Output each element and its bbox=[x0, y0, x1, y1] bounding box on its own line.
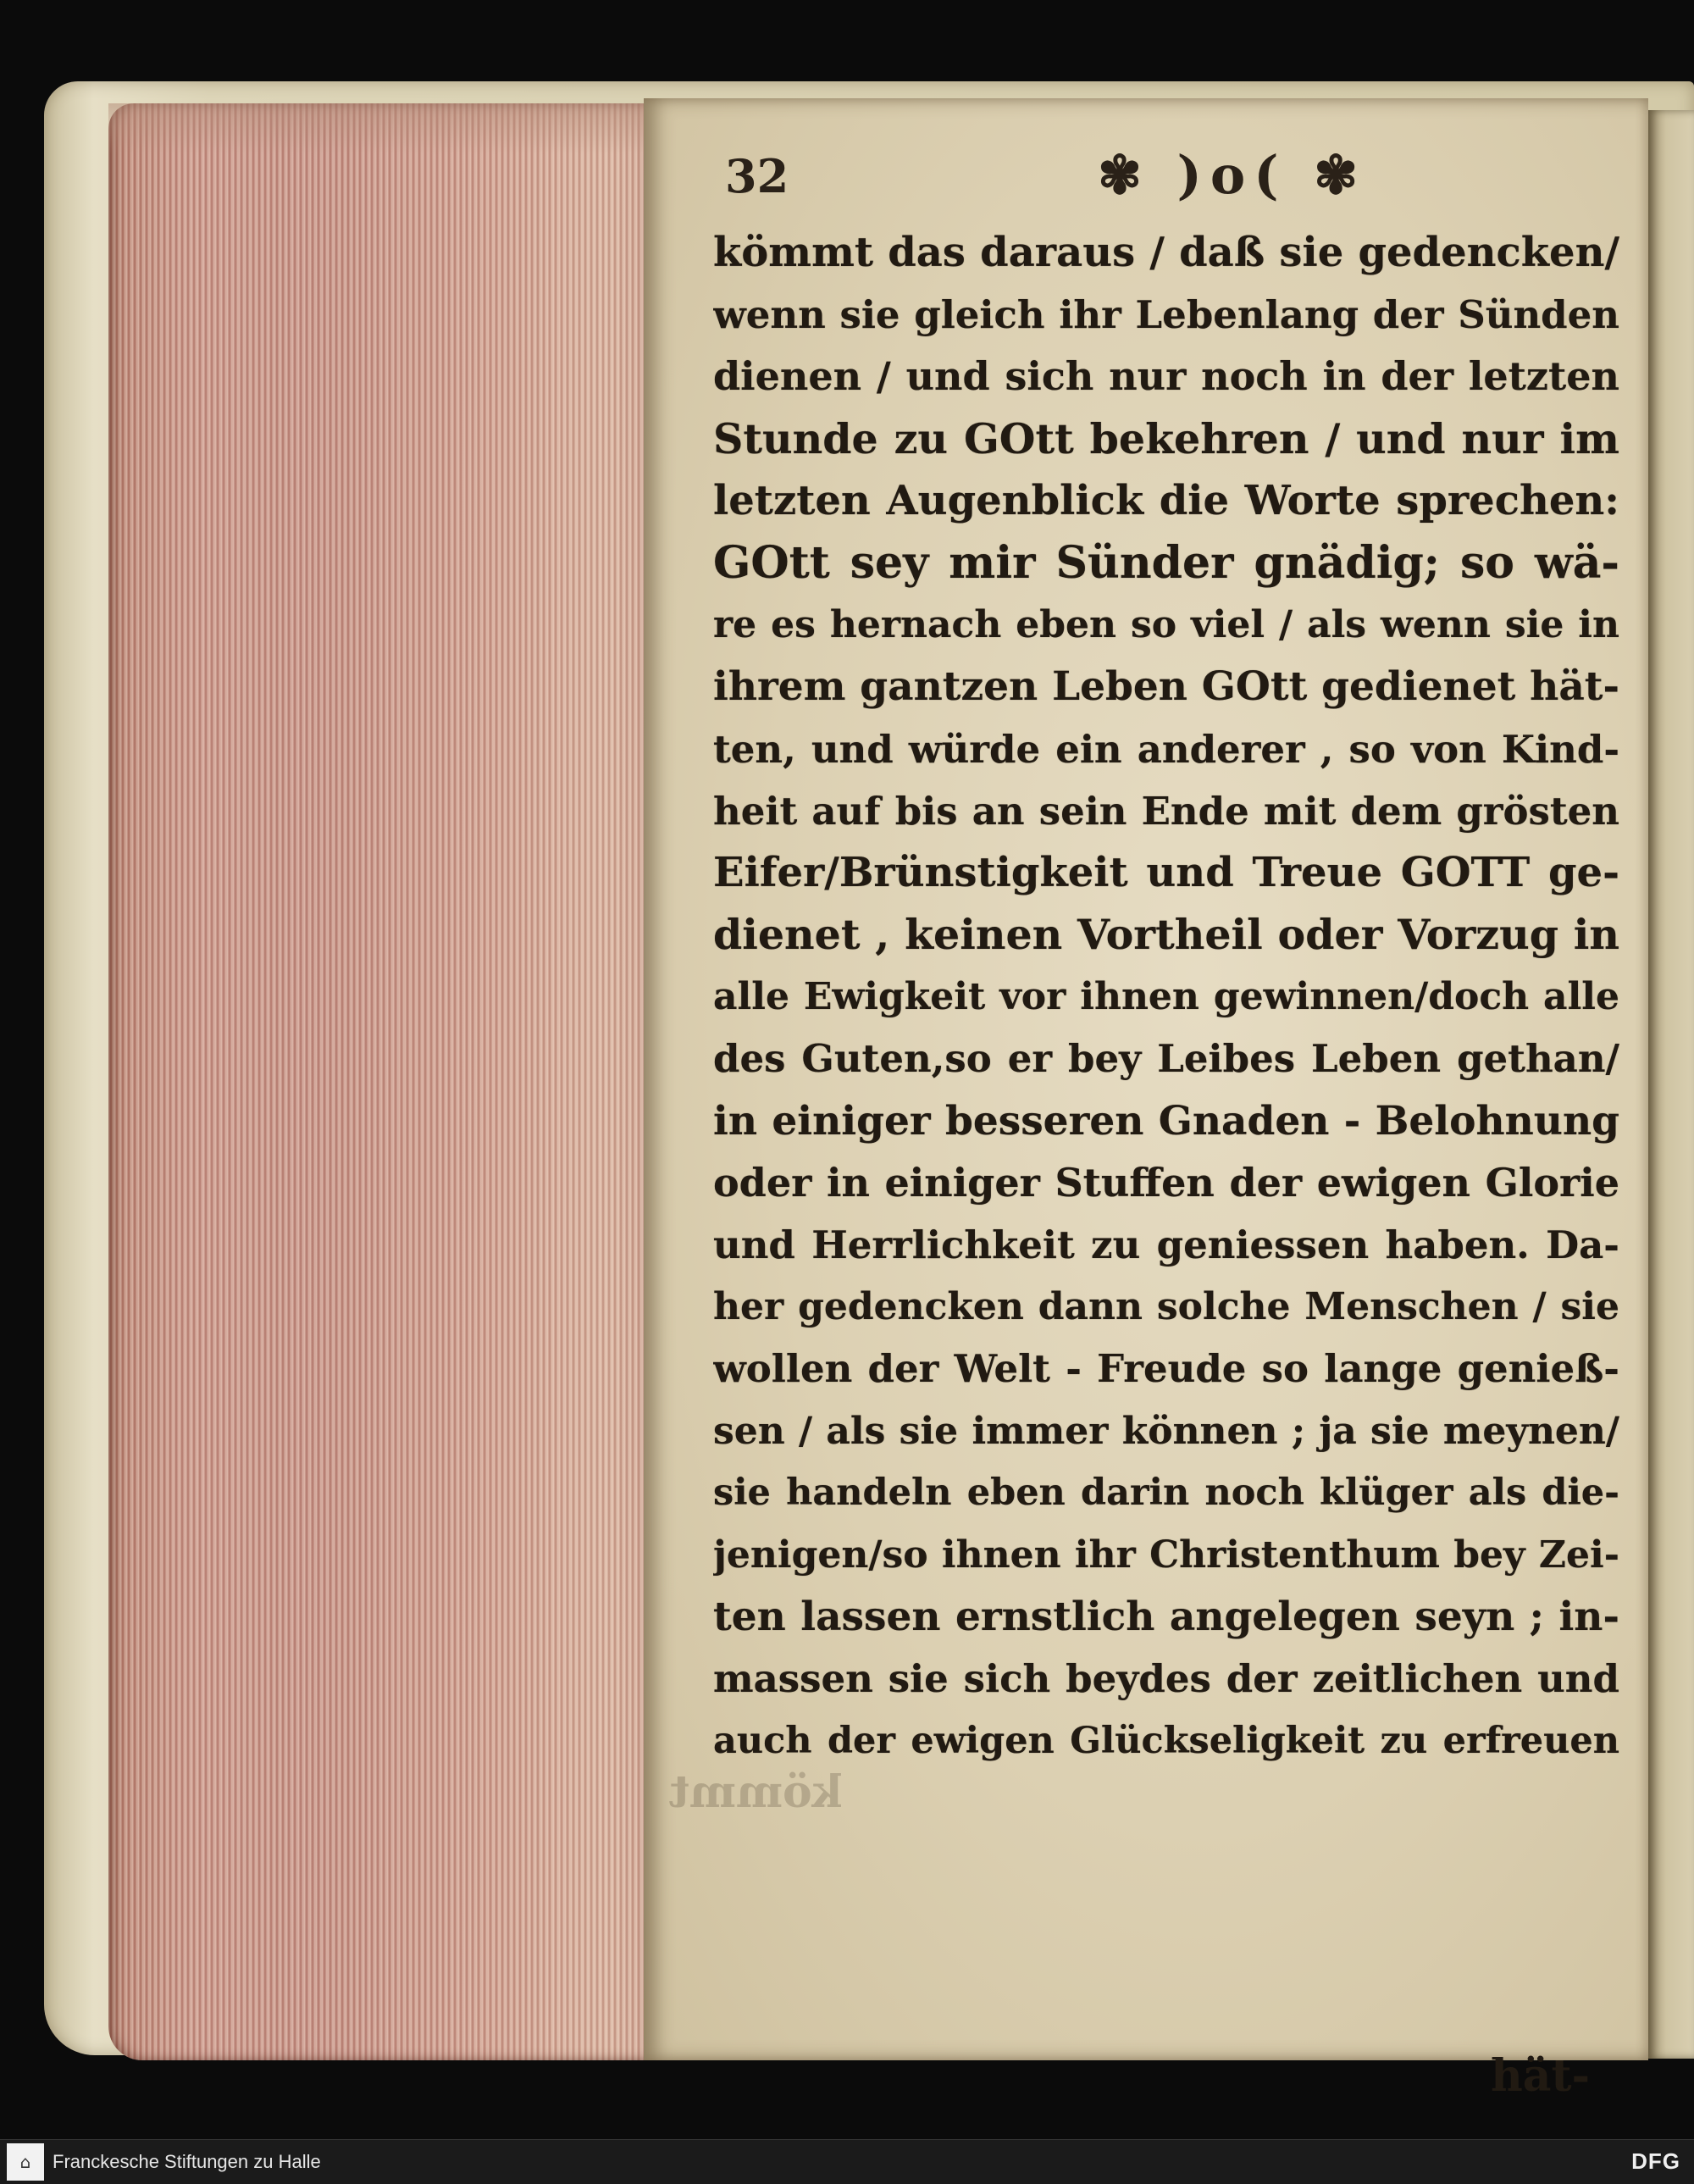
page-text bbox=[713, 222, 1619, 1772]
text-line: re es hernach eben so viel / als wenn sie in bbox=[713, 603, 1619, 647]
dfg-logo: DFG bbox=[1631, 2148, 1680, 2174]
text-line: kömmt das daraus / daß sie gedencken/ bbox=[713, 229, 1619, 276]
text-line: ten, und würde ein anderer , so von Kind- bbox=[713, 726, 1619, 772]
text-line: massen sie sich beydes der zeitlichen und bbox=[713, 1656, 1619, 1702]
header-ornament: ✾ )o( ✾ bbox=[1098, 144, 1367, 206]
text-line: alle Ewigkeit vor ihnen gewinnen/doch alle bbox=[713, 975, 1619, 1019]
text-line: und Herrlichkeit zu geniessen haben. Da- bbox=[713, 1222, 1619, 1267]
catchword: hät- bbox=[1491, 2050, 1591, 2102]
text-line: Eifer/Brünstigkeit und Treue GOTT ge- bbox=[713, 848, 1619, 896]
page-edges bbox=[108, 103, 650, 2060]
text-line: jenigen/so ihnen ihr Christenthum bey Zei- bbox=[713, 1533, 1619, 1577]
text-line: wenn sie gleich ihr Lebenlang der Sünden bbox=[713, 292, 1619, 338]
text-line: in einiger besseren Gnaden - Belohnung bbox=[713, 1097, 1619, 1145]
page-header bbox=[725, 144, 1631, 212]
text-line: dienen / und sich nur noch in der letzten bbox=[713, 353, 1619, 400]
institution-logo bbox=[7, 2143, 44, 2181]
text-line: dienet , keinen Vortheil oder Vorzug in bbox=[713, 910, 1619, 960]
text-line: GOtt sey mir Sünder gnädig; so wä- bbox=[713, 536, 1619, 589]
text-line: des Guten,so er bey Leibes Leben gethan/ bbox=[713, 1036, 1619, 1082]
text-line: sie handeln eben darin noch klüger als die- bbox=[713, 1471, 1619, 1514]
text-line: Stunde zu GOtt bekehren / und nur im bbox=[713, 413, 1619, 463]
text-line: ihrem gantzen Leben GOtt gedienet hät- bbox=[713, 663, 1619, 711]
facing-page-edge bbox=[1648, 110, 1694, 2059]
text-line: heit auf bis an sein Ende mit dem grösten bbox=[713, 788, 1619, 834]
text-line: sen / als sie immer können ; ja sie meynen/ bbox=[713, 1409, 1619, 1453]
logo-icon: ⌂ bbox=[19, 2152, 31, 2172]
text-line: auch der ewigen Glückseligkeit zu erfreuen bbox=[713, 1719, 1619, 1762]
text-line: oder in einiger Stuffen der ewigen Glorie bbox=[713, 1159, 1619, 1206]
bleed-through-text: kömmt bbox=[669, 1766, 843, 1818]
text-line: wollen der Welt - Freude so lange genieß- bbox=[713, 1346, 1619, 1392]
text-line: letzten Augenblick die Worte sprechen: bbox=[713, 476, 1619, 524]
institution-name: Franckesche Stiftungen zu Halle bbox=[53, 2151, 321, 2172]
page-number: 32 bbox=[725, 149, 789, 203]
footer-bar bbox=[0, 2139, 1694, 2184]
text-line: ten lassen ernstlich angelegen seyn ; in- bbox=[713, 1594, 1619, 1641]
text-line: her gedencken dann solche Menschen / sie bbox=[713, 1285, 1619, 1329]
